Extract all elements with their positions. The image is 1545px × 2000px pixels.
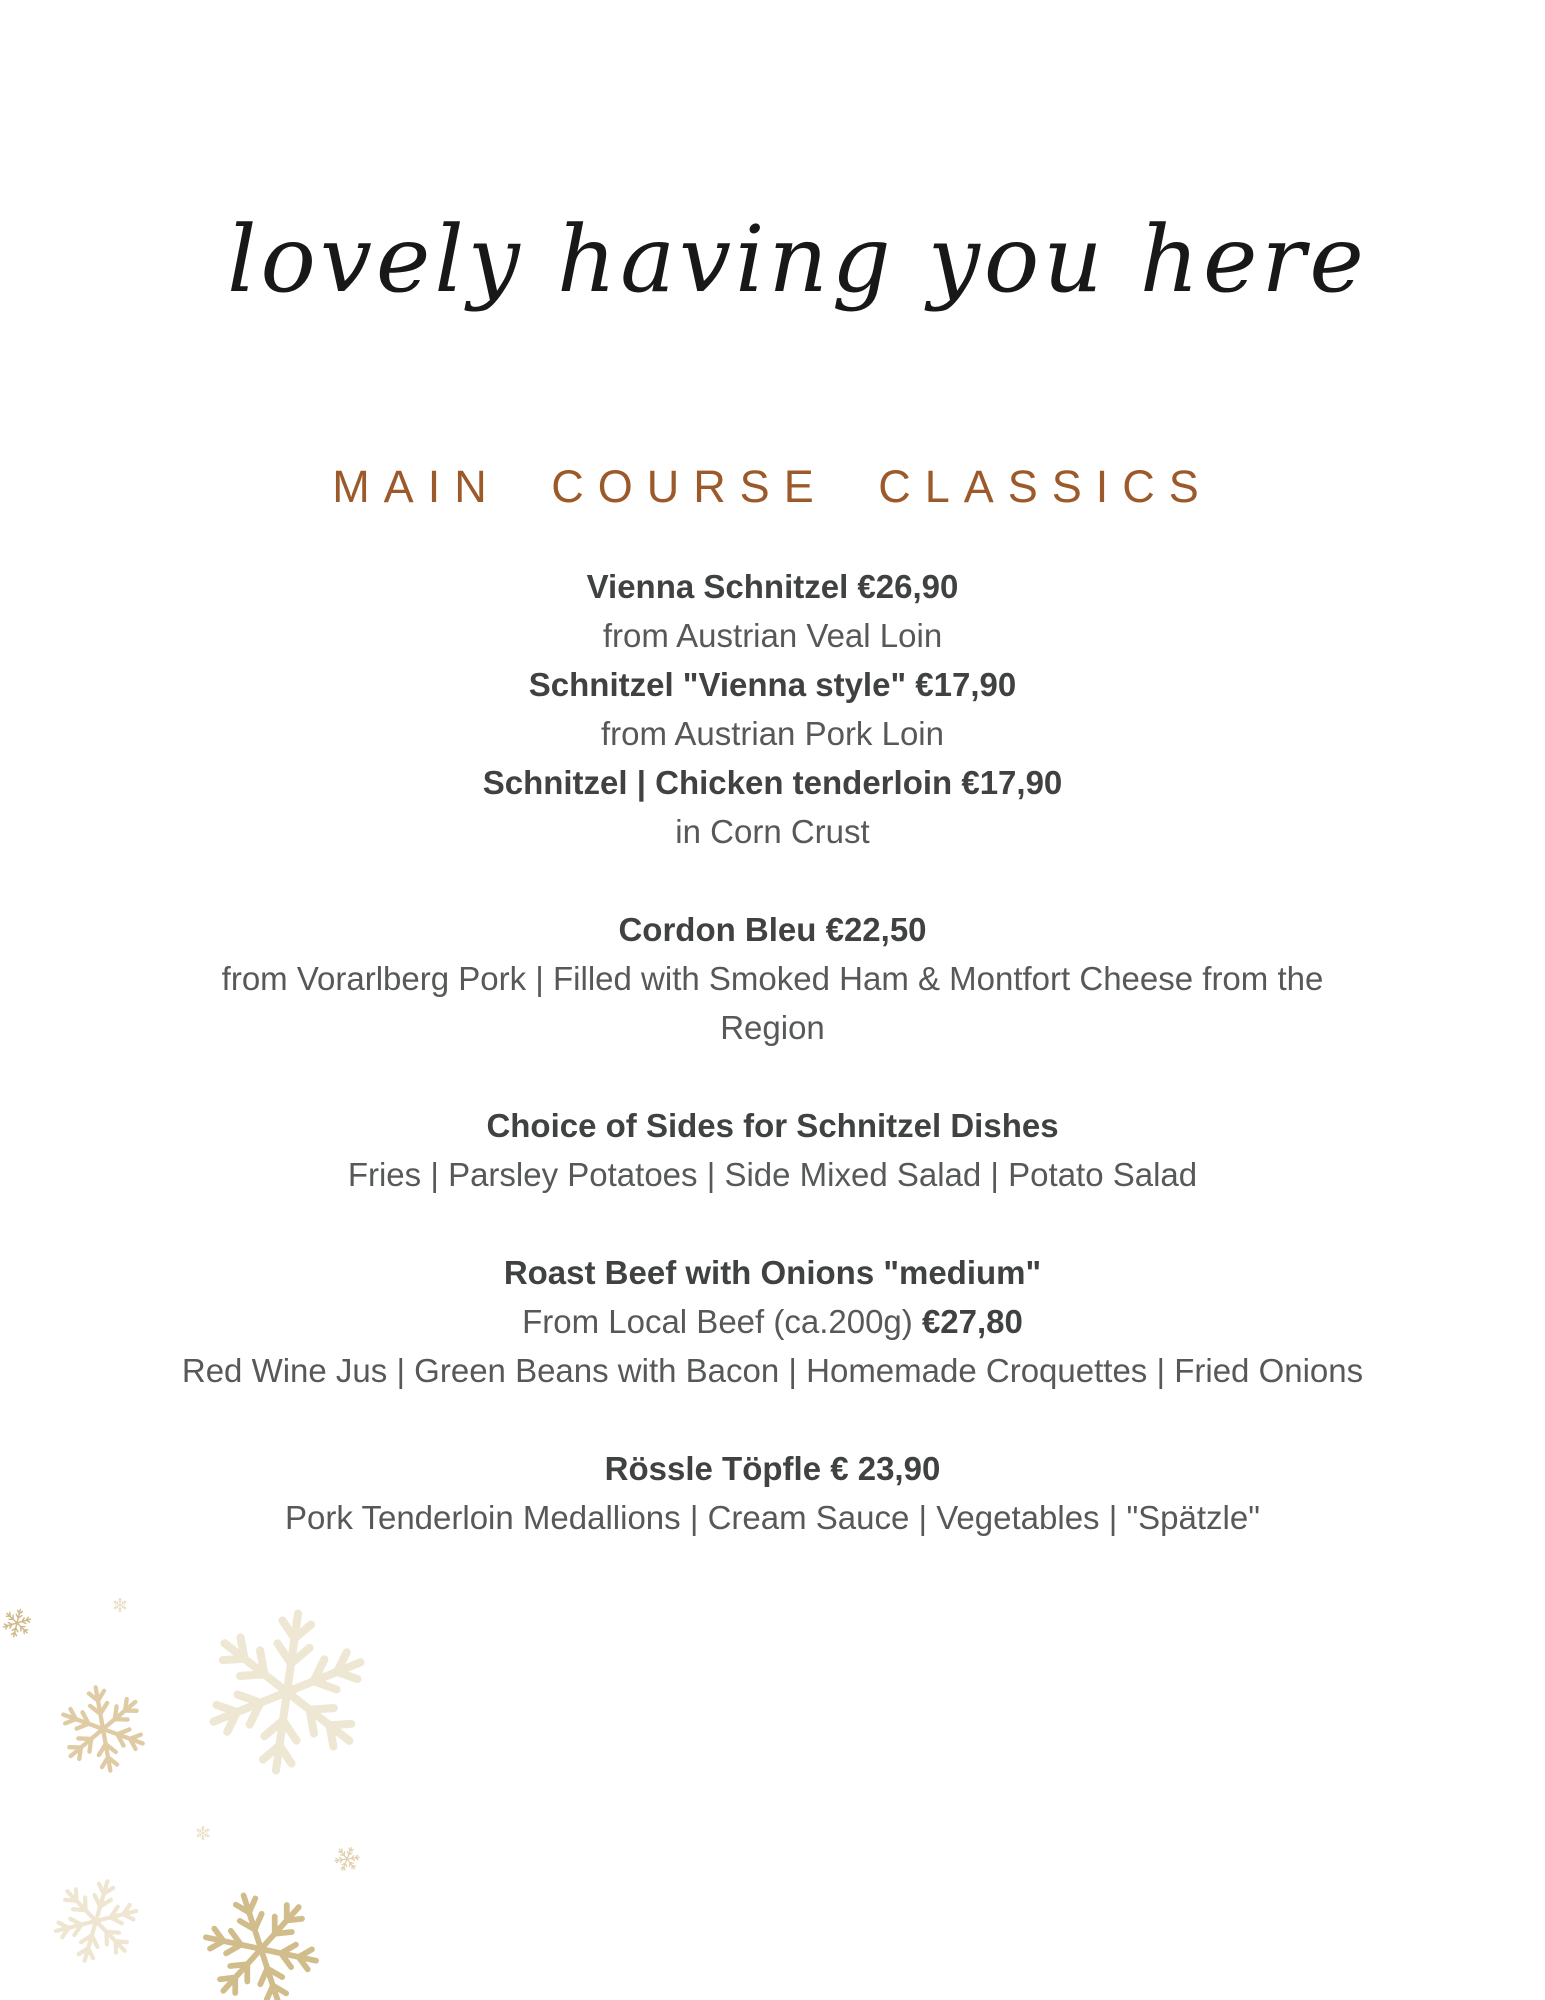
menu-item-description: Red Wine Jus | Green Beans with Bacon | Homemade Croquettes | Fried Onions	[181, 1352, 1364, 1389]
welcome-script-text: lovely having you here	[227, 206, 1368, 313]
section-title: MAIN COURSE CLASSICS	[332, 461, 1213, 512]
menu-item-description: from Vorarlberg Pork | Filled with Smoked Ham & Montfort Cheese from the	[221, 960, 1324, 997]
menu-list	[0, 562, 1545, 1542]
snowflake-icon	[0, 1604, 36, 1643]
menu-item-description: from Austrian Pork Loin	[601, 715, 944, 752]
snowflake-icon	[329, 1841, 365, 1877]
menu-item-description: in Corn Crust	[675, 813, 870, 850]
menu-group-cordon-bleu	[85, 905, 1460, 1052]
menu-item-description: from Austrian Veal Loin	[602, 617, 943, 654]
menu-item-description-text: From Local Beef (ca.200g)	[522, 1303, 922, 1340]
menu-item-name: Vienna Schnitzel €26,90	[586, 568, 959, 605]
menu-item-name: Rössle Töpfle € 23,90	[604, 1450, 941, 1487]
menu-item-name: Schnitzel | Chicken tenderloin €17,90	[482, 764, 1063, 801]
snowflake-icon	[47, 1673, 158, 1784]
menu-item-price: €27,80	[921, 1303, 1023, 1340]
menu-group-schnitzel	[85, 562, 1460, 856]
snowflake-icon	[180, 1868, 341, 2000]
menu-item-description: Fries | Parsley Potatoes | Side Mixed Salad | Potato Salad	[347, 1156, 1198, 1193]
menu-item-description: Region	[720, 1009, 825, 1046]
menu-group-roast-beef	[85, 1248, 1460, 1395]
snowflake-icon	[185, 1590, 388, 1793]
menu-item-name: Choice of Sides for Schnitzel Dishes	[486, 1107, 1059, 1144]
snowflake-icon	[38, 1863, 154, 1979]
menu-item-description: Pork Tenderloin Medallions | Cream Sauce | Vegetables | "Spätzle"	[285, 1499, 1260, 1536]
menu-item-description	[85, 1297, 1460, 1346]
menu-group-sides	[85, 1101, 1460, 1199]
snowflake-icon	[112, 1597, 128, 1613]
snowflake-icon	[195, 1825, 211, 1841]
menu-item-name: Cordon Bleu €22,50	[618, 911, 927, 948]
menu-item-name: Roast Beef with Onions "medium"	[503, 1254, 1042, 1291]
menu-item-name: Schnitzel "Vienna style" €17,90	[528, 666, 1017, 703]
menu-group-roessle-toepfle	[85, 1444, 1460, 1542]
